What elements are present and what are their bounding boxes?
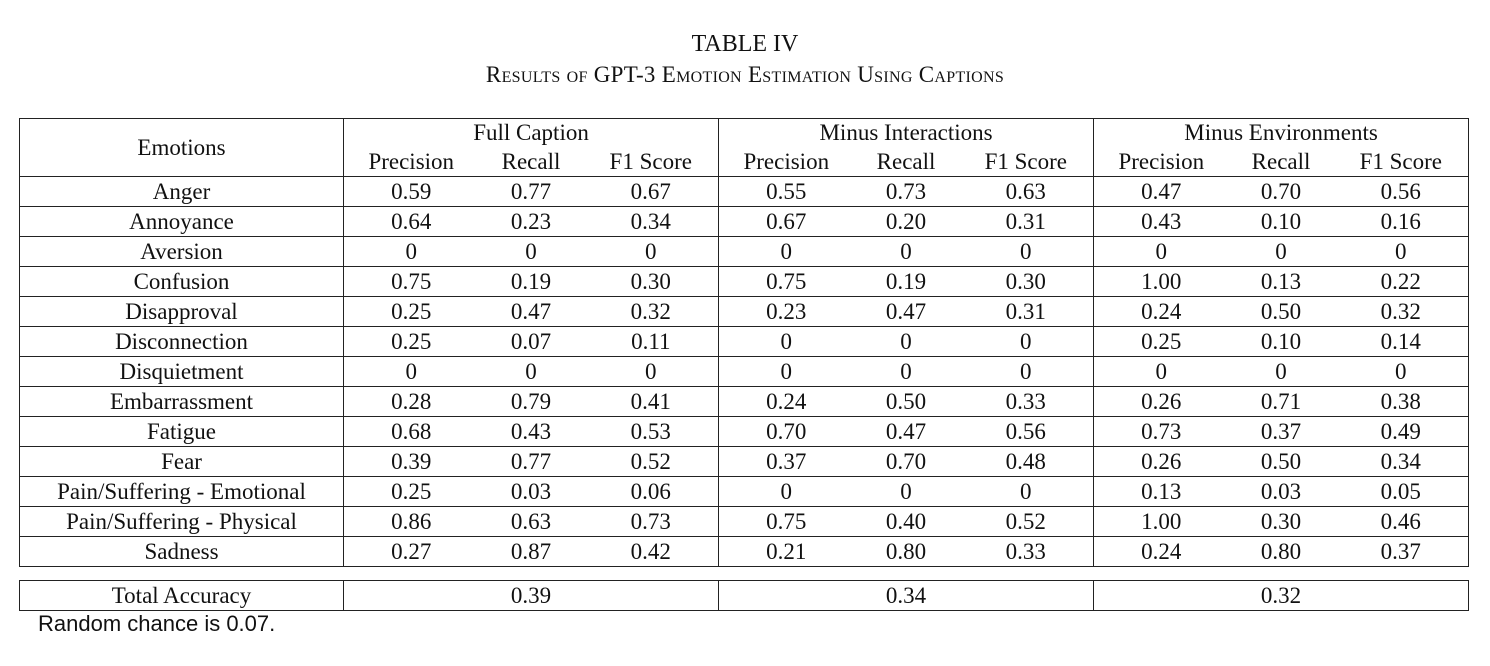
metric-value: 0.48 (959, 447, 1094, 477)
emotion-label: Fear (20, 447, 344, 477)
metric-value: 0.13 (1229, 267, 1334, 297)
metric-value: 0.24 (1094, 297, 1229, 327)
table-row (20, 387, 1469, 417)
total-accuracy-table (19, 580, 1469, 611)
metric-value: 0.37 (719, 447, 854, 477)
group-header-full-caption: Full Caption (344, 119, 719, 148)
emotion-label: Disapproval (20, 297, 344, 327)
metric-value: 0.24 (1094, 537, 1229, 567)
table-title: Results of GPT-3 Emotion Estimation Using Captions (485, 62, 1005, 87)
results-table (19, 118, 1469, 567)
table-row (20, 357, 1469, 387)
metric-value: 0.22 (1334, 267, 1469, 297)
metric-value: 0.77 (479, 447, 584, 477)
metric-value: 0.80 (854, 537, 959, 567)
metric-value: 0.63 (479, 507, 584, 537)
metric-value: 0.31 (959, 297, 1094, 327)
metric-value: 0.75 (719, 267, 854, 297)
metric-value: 0.25 (344, 297, 479, 327)
metric-value: 0.47 (479, 297, 584, 327)
metric-value: 0.31 (959, 207, 1094, 237)
metric-value: 0.50 (1229, 297, 1334, 327)
table-row (20, 537, 1469, 567)
metric-header: F1 Score (959, 147, 1094, 177)
metric-value: 0.56 (1334, 177, 1469, 207)
metric-value: 0 (1334, 237, 1469, 267)
metric-value: 0.53 (584, 417, 719, 447)
metric-header: Precision (344, 147, 479, 177)
metric-value: 0.40 (854, 507, 959, 537)
emotion-label: Pain/Suffering - Physical (20, 507, 344, 537)
total-accuracy-minus-environments: 0.32 (1094, 581, 1469, 611)
metric-value: 0.79 (479, 387, 584, 417)
metric-value: 0 (1094, 357, 1229, 387)
metric-value: 0.43 (1094, 207, 1229, 237)
metric-header: Recall (854, 147, 959, 177)
metric-value: 0.39 (344, 447, 479, 477)
metric-value: 0.20 (854, 207, 959, 237)
metric-value: 0.27 (344, 537, 479, 567)
total-accuracy-label: Total Accuracy (20, 581, 344, 611)
metric-value: 0.47 (1094, 177, 1229, 207)
metric-header: F1 Score (1334, 147, 1469, 177)
metric-value: 0 (719, 327, 854, 357)
table-label: TABLE IV (691, 31, 799, 57)
metric-header: F1 Score (584, 147, 719, 177)
metric-value: 0.07 (479, 327, 584, 357)
metric-value: 0.52 (584, 447, 719, 477)
metric-value: 0.32 (584, 297, 719, 327)
metric-value: 0 (1094, 237, 1229, 267)
table-body (20, 177, 1469, 567)
group-header-minus-interactions: Minus Interactions (719, 119, 1094, 148)
metric-header: Recall (479, 147, 584, 177)
metric-value: 0.23 (719, 297, 854, 327)
metric-value: 0.11 (584, 327, 719, 357)
metric-value: 0 (719, 357, 854, 387)
metric-value: 0.49 (1334, 417, 1469, 447)
metric-value: 0.37 (1229, 417, 1334, 447)
metric-value: 0.30 (959, 267, 1094, 297)
metric-value: 0.06 (584, 477, 719, 507)
metric-value: 0.46 (1334, 507, 1469, 537)
metric-value: 0.73 (584, 507, 719, 537)
metric-value: 0.77 (479, 177, 584, 207)
metric-value: 0.73 (1094, 417, 1229, 447)
table-row (20, 297, 1469, 327)
metric-value: 0.70 (1229, 177, 1334, 207)
metric-value: 0.75 (344, 267, 479, 297)
metric-value: 0.41 (584, 387, 719, 417)
metric-value: 0.10 (1229, 327, 1334, 357)
metric-value: 0.32 (1334, 297, 1469, 327)
metric-value: 0.21 (719, 537, 854, 567)
metric-value: 0 (719, 237, 854, 267)
table-row (20, 507, 1469, 537)
metric-value: 0.64 (344, 207, 479, 237)
metric-value: 0 (1334, 357, 1469, 387)
metric-value: 0.13 (1094, 477, 1229, 507)
metric-value: 0.86 (344, 507, 479, 537)
metric-value: 0.50 (1229, 447, 1334, 477)
metric-value: 0.10 (1229, 207, 1334, 237)
metric-value: 0.68 (344, 417, 479, 447)
metric-value: 0.80 (1229, 537, 1334, 567)
metric-value: 0 (959, 327, 1094, 357)
emotion-label: Fatigue (20, 417, 344, 447)
table-row (20, 417, 1469, 447)
emotion-label: Anger (20, 177, 344, 207)
metric-value: 0.38 (1334, 387, 1469, 417)
metric-value: 0.59 (344, 177, 479, 207)
metric-value: 0.70 (719, 417, 854, 447)
metric-value: 0 (584, 237, 719, 267)
metric-value: 0.25 (344, 327, 479, 357)
group-header-minus-environments: Minus Environments (1094, 119, 1469, 148)
metric-value: 0.34 (584, 207, 719, 237)
table-row (20, 267, 1469, 297)
total-accuracy-row (20, 581, 1469, 611)
metric-header: Recall (1229, 147, 1334, 177)
metric-value: 0 (479, 237, 584, 267)
metric-value: 0.24 (719, 387, 854, 417)
metric-value: 0.34 (1334, 447, 1469, 477)
emotion-label: Disconnection (20, 327, 344, 357)
metric-value: 0 (959, 357, 1094, 387)
emotion-label: Pain/Suffering - Emotional (20, 477, 344, 507)
metric-value: 0.26 (1094, 447, 1229, 477)
table-row (20, 477, 1469, 507)
table-row (20, 177, 1469, 207)
metric-value: 0 (1229, 237, 1334, 267)
metric-value: 0.37 (1334, 537, 1469, 567)
metric-value: 0 (1229, 357, 1334, 387)
metric-value: 0.26 (1094, 387, 1229, 417)
metric-value: 0 (854, 477, 959, 507)
metric-value: 0.14 (1334, 327, 1469, 357)
metric-value: 0.03 (1229, 477, 1334, 507)
metric-value: 0.47 (854, 297, 959, 327)
metric-value: 0 (344, 237, 479, 267)
metric-value: 0.03 (479, 477, 584, 507)
metric-value: 0.19 (854, 267, 959, 297)
table-row (20, 237, 1469, 267)
metric-value: 0.47 (854, 417, 959, 447)
random-chance-note: Random chance is 0.07. (38, 611, 276, 636)
metric-value: 0.30 (584, 267, 719, 297)
metric-value: 0.43 (479, 417, 584, 447)
metric-value: 0.63 (959, 177, 1094, 207)
metric-value: 0.28 (344, 387, 479, 417)
emotion-label: Confusion (20, 267, 344, 297)
metric-value: 0 (854, 357, 959, 387)
metric-value: 0 (959, 477, 1094, 507)
metric-value: 0 (854, 327, 959, 357)
metric-header: Precision (719, 147, 854, 177)
metric-value: 0.67 (584, 177, 719, 207)
table-row (20, 327, 1469, 357)
emotion-label: Sadness (20, 537, 344, 567)
table-row (20, 207, 1469, 237)
metric-value: 0 (479, 357, 584, 387)
metric-value: 0.73 (854, 177, 959, 207)
metric-value: 0 (959, 237, 1094, 267)
metric-value: 0.30 (1229, 507, 1334, 537)
emotion-label: Disquietment (20, 357, 344, 387)
metric-value: 0.50 (854, 387, 959, 417)
metric-value: 0.05 (1334, 477, 1469, 507)
emotion-label: Annoyance (20, 207, 344, 237)
emotions-header: Emotions (20, 119, 344, 177)
metric-value: 0.42 (584, 537, 719, 567)
total-accuracy-full-caption: 0.39 (344, 581, 719, 611)
metric-value: 1.00 (1094, 507, 1229, 537)
metric-value: 0 (584, 357, 719, 387)
metric-value: 0.55 (719, 177, 854, 207)
metric-value: 0.19 (479, 267, 584, 297)
metric-value: 0.33 (959, 537, 1094, 567)
table-row (20, 447, 1469, 477)
metric-value: 0.52 (959, 507, 1094, 537)
metric-value: 0.23 (479, 207, 584, 237)
metric-value: 0.25 (344, 477, 479, 507)
metric-value: 0.75 (719, 507, 854, 537)
metric-value: 1.00 (1094, 267, 1229, 297)
metric-header: Precision (1094, 147, 1229, 177)
metric-value: 0 (344, 357, 479, 387)
metric-value: 0.33 (959, 387, 1094, 417)
emotion-label: Embarrassment (20, 387, 344, 417)
metric-value: 0.16 (1334, 207, 1469, 237)
metric-value: 0.25 (1094, 327, 1229, 357)
emotion-label: Aversion (20, 237, 344, 267)
metric-value: 0.71 (1229, 387, 1334, 417)
metric-value: 0.67 (719, 207, 854, 237)
metric-value: 0.70 (854, 447, 959, 477)
metric-value: 0.87 (479, 537, 584, 567)
metric-value: 0.56 (959, 417, 1094, 447)
metric-value: 0 (854, 237, 959, 267)
metric-value: 0 (719, 477, 854, 507)
total-accuracy-minus-interactions: 0.34 (719, 581, 1094, 611)
